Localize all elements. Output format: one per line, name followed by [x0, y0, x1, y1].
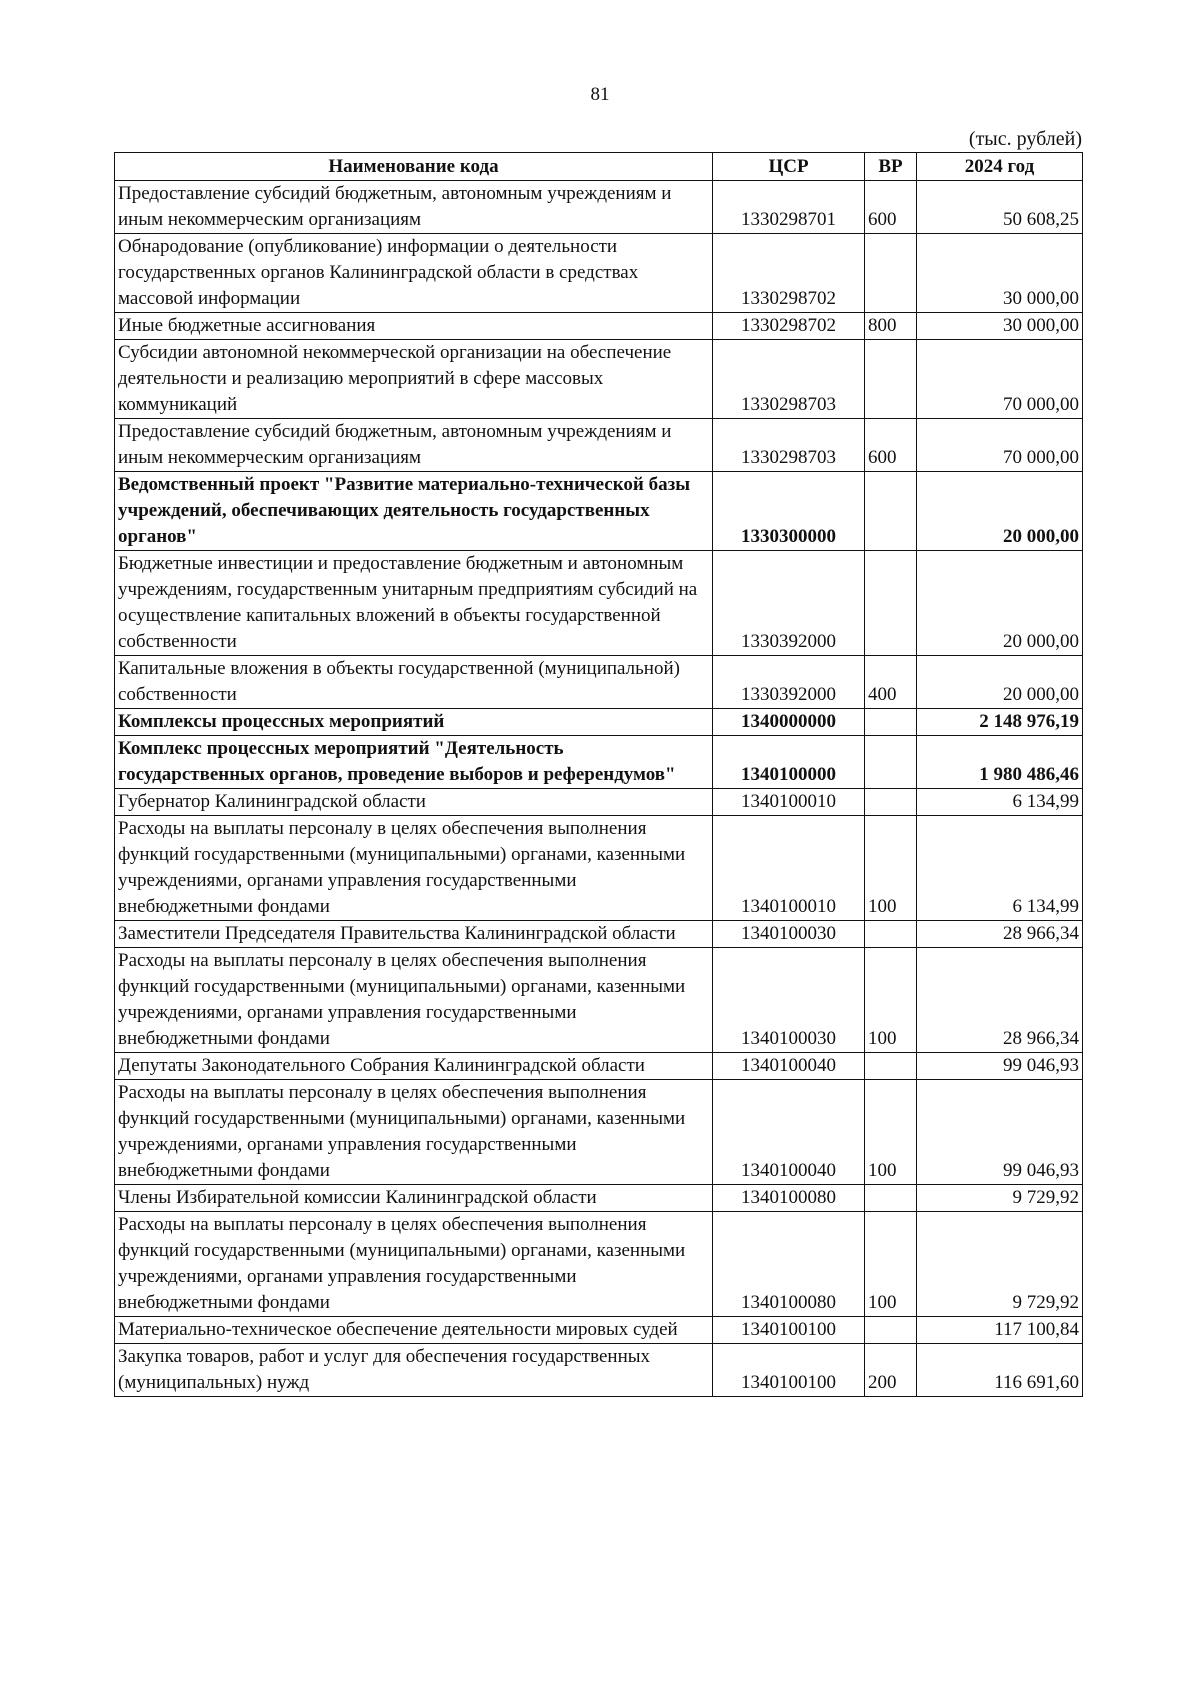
row-amount: 20 000,00 [917, 551, 1083, 656]
table-row [115, 1053, 1083, 1080]
row-vr [865, 1185, 917, 1212]
row-vr: 100 [865, 1080, 917, 1185]
row-amount: 28 966,34 [917, 948, 1083, 1053]
row-name: Бюджетные инвестиции и предоставление бюджетным и автономным учреждениям, государственным унитарным предприятиям субсидий на осуществление капитальных вложений в объекты государственной собственности [115, 551, 713, 656]
table-row [115, 1317, 1083, 1344]
row-vr [865, 736, 917, 789]
row-csr: 1330392000 [713, 551, 865, 656]
table-row [115, 551, 1083, 656]
row-csr: 1340100030 [713, 921, 865, 948]
row-name: Предоставление субсидий бюджетным, автономным учреждениям и иным некоммерческим организациям [115, 181, 713, 234]
page-number: 81 [590, 84, 610, 105]
row-vr [865, 921, 917, 948]
table-body [115, 181, 1083, 1397]
row-name: Ведомственный проект "Развитие материально-технической базы учреждений, обеспечивающих деятельность государственных органов" [115, 472, 713, 551]
row-name: Предоставление субсидий бюджетным, автономным учреждениям и иным некоммерческим организациям [115, 419, 713, 472]
row-amount: 70 000,00 [917, 340, 1083, 419]
row-amount: 9 729,92 [917, 1185, 1083, 1212]
row-csr: 1340100000 [713, 736, 865, 789]
row-vr [865, 472, 917, 551]
table-row [115, 313, 1083, 340]
header-name: Наименование кода [115, 153, 713, 181]
row-vr: 200 [865, 1344, 917, 1397]
row-csr: 1330298701 [713, 181, 865, 234]
row-csr: 1330298702 [713, 234, 865, 313]
table-row [115, 340, 1083, 419]
table-row [115, 234, 1083, 313]
row-amount: 9 729,92 [917, 1212, 1083, 1317]
row-name: Расходы на выплаты персоналу в целях обеспечения выполнения функций государственными (муниципальными) органами, казенными учреждениями, органами управления государственными внебюджетными фондами [115, 1080, 713, 1185]
row-amount: 28 966,34 [917, 921, 1083, 948]
table-row [115, 816, 1083, 921]
table-row [115, 921, 1083, 948]
row-vr [865, 709, 917, 736]
table-row [115, 1344, 1083, 1397]
row-vr: 400 [865, 656, 917, 709]
table-row [115, 181, 1083, 234]
row-name: Закупка товаров, работ и услуг для обеспечения государственных (муниципальных) нужд [115, 1344, 713, 1397]
row-csr: 1340100040 [713, 1053, 865, 1080]
row-name: Депутаты Законодательного Собрания Калининградской области [115, 1053, 713, 1080]
row-amount: 30 000,00 [917, 313, 1083, 340]
budget-table [114, 152, 1083, 1397]
table-row [115, 1080, 1083, 1185]
row-vr: 100 [865, 948, 917, 1053]
row-name: Расходы на выплаты персоналу в целях обеспечения выполнения функций государственными (муниципальными) органами, казенными учреждениями, органами управления государственными внебюджетными фондами [115, 1212, 713, 1317]
row-name: Капитальные вложения в объекты государственной (муниципальной) собственности [115, 656, 713, 709]
table-row [115, 1185, 1083, 1212]
row-vr [865, 234, 917, 313]
row-name: Расходы на выплаты персоналу в целях обеспечения выполнения функций государственными (муниципальными) органами, казенными учреждениями, органами управления государственными внебюджетными фондами [115, 816, 713, 921]
units-label: (тыс. рублей) [968, 128, 1082, 150]
row-name: Иные бюджетные ассигнования [115, 313, 713, 340]
row-vr: 800 [865, 313, 917, 340]
row-csr: 1340100030 [713, 948, 865, 1053]
row-csr: 1340000000 [713, 709, 865, 736]
row-csr: 1330298703 [713, 340, 865, 419]
row-name: Члены Избирательной комиссии Калининградской области [115, 1185, 713, 1212]
row-vr: 100 [865, 816, 917, 921]
row-amount: 2 148 976,19 [917, 709, 1083, 736]
header-year: 2024 год [917, 153, 1083, 181]
row-amount: 116 691,60 [917, 1344, 1083, 1397]
row-csr: 1330300000 [713, 472, 865, 551]
row-name: Заместители Председателя Правительства Калининградской области [115, 921, 713, 948]
row-amount: 20 000,00 [917, 472, 1083, 551]
table-row [115, 948, 1083, 1053]
row-name: Обнародование (опубликование) информации о деятельности государственных органов Калининградской области в средствах массовой информации [115, 234, 713, 313]
row-name: Субсидии автономной некоммерческой организации на обеспечение деятельности и реализацию мероприятий в сфере массовых коммуникаций [115, 340, 713, 419]
table-row [115, 656, 1083, 709]
row-csr: 1330298703 [713, 419, 865, 472]
row-vr: 600 [865, 419, 917, 472]
table-row [115, 419, 1083, 472]
row-name: Комплекс процессных мероприятий "Деятельность государственных органов, проведение выборов и референдумов" [115, 736, 713, 789]
row-name: Расходы на выплаты персоналу в целях обеспечения выполнения функций государственными (муниципальными) органами, казенными учреждениями, органами управления государственными внебюджетными фондами [115, 948, 713, 1053]
row-vr [865, 1317, 917, 1344]
row-amount: 70 000,00 [917, 419, 1083, 472]
row-amount: 1 980 486,46 [917, 736, 1083, 789]
row-amount: 20 000,00 [917, 656, 1083, 709]
row-csr: 1340100010 [713, 816, 865, 921]
row-amount: 6 134,99 [917, 789, 1083, 816]
table-row [115, 472, 1083, 551]
row-amount: 50 608,25 [917, 181, 1083, 234]
row-name: Комплексы процессных мероприятий [115, 709, 713, 736]
row-csr: 1340100040 [713, 1080, 865, 1185]
row-vr: 600 [865, 181, 917, 234]
row-amount: 117 100,84 [917, 1317, 1083, 1344]
row-csr: 1340100100 [713, 1317, 865, 1344]
header-csr: ЦСР [713, 153, 865, 181]
row-amount: 99 046,93 [917, 1053, 1083, 1080]
row-vr [865, 340, 917, 419]
row-vr [865, 789, 917, 816]
header-vr: ВР [865, 153, 917, 181]
row-amount: 30 000,00 [917, 234, 1083, 313]
row-name: Материально-техническое обеспечение деятельности мировых судей [115, 1317, 713, 1344]
table-row [115, 789, 1083, 816]
row-csr: 1330392000 [713, 656, 865, 709]
row-csr: 1340100080 [713, 1185, 865, 1212]
row-vr [865, 551, 917, 656]
row-amount: 6 134,99 [917, 816, 1083, 921]
table-row [115, 709, 1083, 736]
row-csr: 1330298702 [713, 313, 865, 340]
table-header-row [115, 153, 1083, 181]
row-vr [865, 1053, 917, 1080]
row-vr: 100 [865, 1212, 917, 1317]
table-row [115, 736, 1083, 789]
row-csr: 1340100080 [713, 1212, 865, 1317]
table-row [115, 1212, 1083, 1317]
row-name: Губернатор Калининградской области [115, 789, 713, 816]
row-csr: 1340100010 [713, 789, 865, 816]
row-csr: 1340100100 [713, 1344, 865, 1397]
row-amount: 99 046,93 [917, 1080, 1083, 1185]
